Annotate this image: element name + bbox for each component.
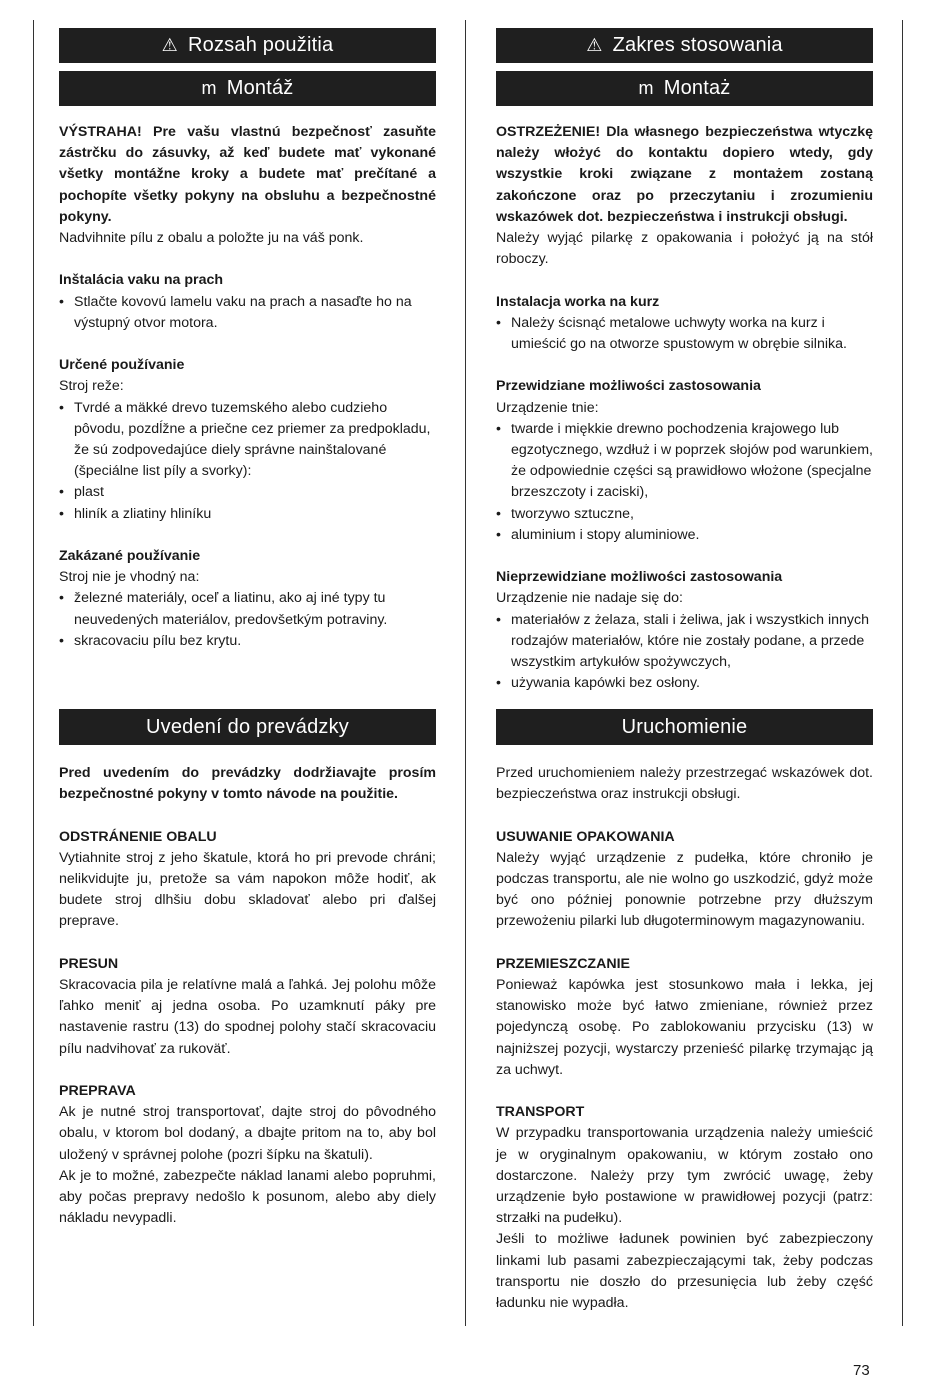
intended-use-list — [59, 398, 436, 525]
forbidden-use-heading: Nieprzewidziane możliwości zastosowania — [496, 569, 783, 586]
assembly-icon: m — [638, 78, 654, 98]
section-header-assembly — [59, 71, 436, 106]
section-header-scope — [59, 28, 436, 63]
section-header-startup — [496, 709, 873, 745]
warning-paragraph: VÝSTRAHA! Pre vašu vlastnú bezpečnosť zasuňte zástrčku do zásuvky, až keď budete mať vykonané všetky montážne kroky a budete mať prečítané a pochopíte všetky pokyny na obsluhu a bezpečnostné pokyny. — [59, 124, 436, 225]
intended-use-list — [496, 419, 873, 546]
list-item: • tworzywo sztuczne, — [496, 504, 873, 525]
dust-bag-heading: Instalacja worka na kurz — [496, 293, 660, 310]
list-item: • twarde i miękkie drewno pochodzenia krajowego lub egzotycznego, wzdłuż i w poprzek słojów pod warunkiem, że odpowiednie części są prawidłowo włożone (specjalne brzeszczoty i zaciski), — [496, 419, 873, 504]
intended-use-intro: Stroj reže: — [59, 378, 124, 395]
intro-paragraph: Nadvihnite pílu z obalu a položte ju na váš ponk. — [59, 230, 364, 247]
dust-bag-list — [496, 313, 873, 355]
right-margin-rule — [902, 20, 903, 1326]
list-item: • aluminium i stopy aluminiowe. — [496, 525, 873, 546]
section-header-title: Zakres stosowania — [612, 34, 783, 56]
left-margin-rule — [33, 20, 34, 1326]
list-item: • železné materiály, oceľ a liatinu, ako aj iné typy tu neuvedených materiálov, predovšetkým potraviny. — [59, 588, 436, 630]
right-column-startup — [496, 709, 873, 1314]
list-item: • skracovaciu pílu bez krytu. — [59, 631, 436, 652]
list-item: • Należy ścisnąć metalowe uchwyty worka na kurz i umieścić go na otworze spustowym w obrębie silnika. — [496, 313, 873, 355]
startup-text — [496, 763, 873, 1314]
warning-paragraph: OSTRZEŻENIE! Dla własnego bezpieczeństwa wtyczkę należy włożyć do kontaktu dopiero wtedy, gdy wszystkie kroki związane z montażem zostaną zakończone oraz po przeczytaniu i zrozumieniu wskazówek dot. bezpieczeństwa i instrukcji obsługi. — [496, 124, 873, 225]
list-item: • hliník a zliatiny hliníku — [59, 504, 436, 525]
section-header-title: Montaż — [663, 77, 731, 99]
transport-text-2: Ak je to možné, zabezpečte náklad lanami alebo popruhmi, aby počas prepravy nedošlo k posunom, alebo aby diely nákladu nevypadli. — [59, 1167, 436, 1227]
intended-use-intro: Urządzenie tnie: — [496, 399, 599, 416]
warning-triangle-icon: ⚠ — [586, 35, 603, 55]
list-item: • materiałów z żelaza, stali i żeliwa, jak i wszystkich innych rodzajów materiałów, które nie zostały podane, a przede wszystkim artykułów spożywczych, — [496, 610, 873, 674]
forbidden-use-list — [59, 588, 436, 652]
right-column — [496, 28, 873, 694]
forbidden-use-intro: Stroj nie je vhodný na: — [59, 569, 200, 586]
forbidden-use-list — [496, 610, 873, 695]
moving-heading: PRZEMIESZCZANIE — [496, 955, 630, 972]
startup-text — [59, 763, 436, 1229]
unpacking-text: Vytiahnite stroj z jeho škatule, ktorá ho pri prevode chráni; nelikvidujte ju, pretože sa vám napokon môže hodiť, ak budete stroj dlhšiu dobu skladovať alebo pri ďalšej preprave. — [59, 849, 436, 930]
transport-text-1: W przypadku transportowania urządzenia należy umieścić je w oryginalnym opakowaniu, w którym zostało ono dostarczone. Należy przy tym zwrócić uwagę, żeby urządzenie było postawione w prawidłowej pozycji (patrz: strzałki na pudełku). — [496, 1125, 873, 1227]
transport-text-1: Ak je nutné stroj transportovať, dajte stroj do pôvodného obalu, v ktorom bol dodaný, a dbajte pritom na to, aby bol uložený v správnej polohe (pozri šípku na škatuli). — [59, 1104, 436, 1163]
intended-use-heading: Určené používanie — [59, 357, 185, 374]
section-header-title: Rozsah použitia — [188, 34, 334, 56]
assembly-text — [59, 122, 436, 652]
list-item: • plast — [59, 482, 436, 503]
section-header-title: Montáž — [226, 77, 294, 99]
section-header-scope — [496, 28, 873, 63]
transport-text-2: Jeśli to możliwe ładunek powinien być zabezpieczony linkami lub pasami zabezpieczającymi tak, żeby podczas transportu nie doszło do przesunięcia lub żeby część ładunku nie wypadła. — [496, 1231, 873, 1312]
dust-bag-heading: Inštalácia vaku na prach — [59, 272, 224, 289]
center-divider-rule — [465, 20, 466, 1326]
moving-heading: PRESUN — [59, 955, 119, 972]
assembly-text — [496, 122, 873, 694]
transport-heading: TRANSPORT — [496, 1104, 585, 1121]
section-header-startup — [59, 709, 436, 745]
dust-bag-list — [59, 292, 436, 334]
list-item: • Tvrdé a mäkké drevo tuzemského alebo cudzieho pôvodu, pozdĺžne a priečne cez priemer za predpokladu, že sú zodpovedajúce diely správne nainštalované (špeciálne list píly a svorky): — [59, 398, 436, 483]
list-item: • używania kapówki bez osłony. — [496, 673, 873, 694]
forbidden-use-intro: Urządzenie nie nadaje się do: — [496, 590, 683, 607]
moving-text: Ponieważ kapówka jest stosunkowo mała i lekka, jej stanowisko może być łatwo zmieniane, również przez pojedynczą osobę. Po zablokowaniu przycisku (13) w najniższej pozycji, wystarczy przenieść pilarkę trzymając ją za uchwyt. — [496, 977, 873, 1078]
assembly-icon: m — [201, 78, 217, 98]
moving-text: Skracovacia pila je relatívne malá a ľahká. Jej polohu môže ľahko meniť aj jedna osoba. Po uzamknutí páky pre nastavenie rastru (13) do spodnej polohy stačí skracovaciu pílu nadvihovať za rukoväť. — [59, 977, 436, 1057]
section-header-title: Uruchomienie — [621, 716, 748, 738]
forbidden-use-heading: Zakázané používanie — [59, 548, 201, 565]
startup-intro: Pred uvedením do prevádzky dodržiavajte prosím bezpečnostné pokyny v tomto návode na použitie. — [59, 765, 436, 803]
intro-paragraph: Należy wyjąć pilarkę z opakowania i położyć ją na stół roboczy. — [496, 230, 873, 268]
section-header-assembly — [496, 71, 873, 106]
unpacking-text: Należy wyjąć urządzenie z pudełka, które chroniło je podczas transportu, ale nie wolno go uszkodzić, gdyż może być ono później ponownie potrzebne przy dłuższym przewożeniu pilarki lub długoterminowym magazynowaniu. — [496, 849, 873, 930]
startup-intro: Przed uruchomieniem należy przestrzegać wskazówek dot. bezpieczeństwa oraz instrukcji obsługi. — [496, 765, 873, 803]
unpacking-heading: ODSTRÁNENIE OBALU — [59, 828, 217, 845]
left-column — [59, 28, 436, 652]
left-column-startup — [59, 709, 436, 1229]
section-header-title: Uvedení do prevádzky — [145, 716, 349, 738]
transport-heading: PREPRAVA — [59, 1083, 136, 1099]
unpacking-heading: USUWANIE OPAKOWANIA — [496, 828, 675, 845]
warning-triangle-icon: ⚠ — [161, 35, 179, 55]
intended-use-heading: Przewidziane możliwości zastosowania — [496, 378, 761, 395]
page-number: 73 — [853, 1362, 870, 1379]
list-item: • Stlačte kovovú lamelu vaku na prach a nasaďte ho na výstupný otvor motora. — [59, 292, 436, 334]
